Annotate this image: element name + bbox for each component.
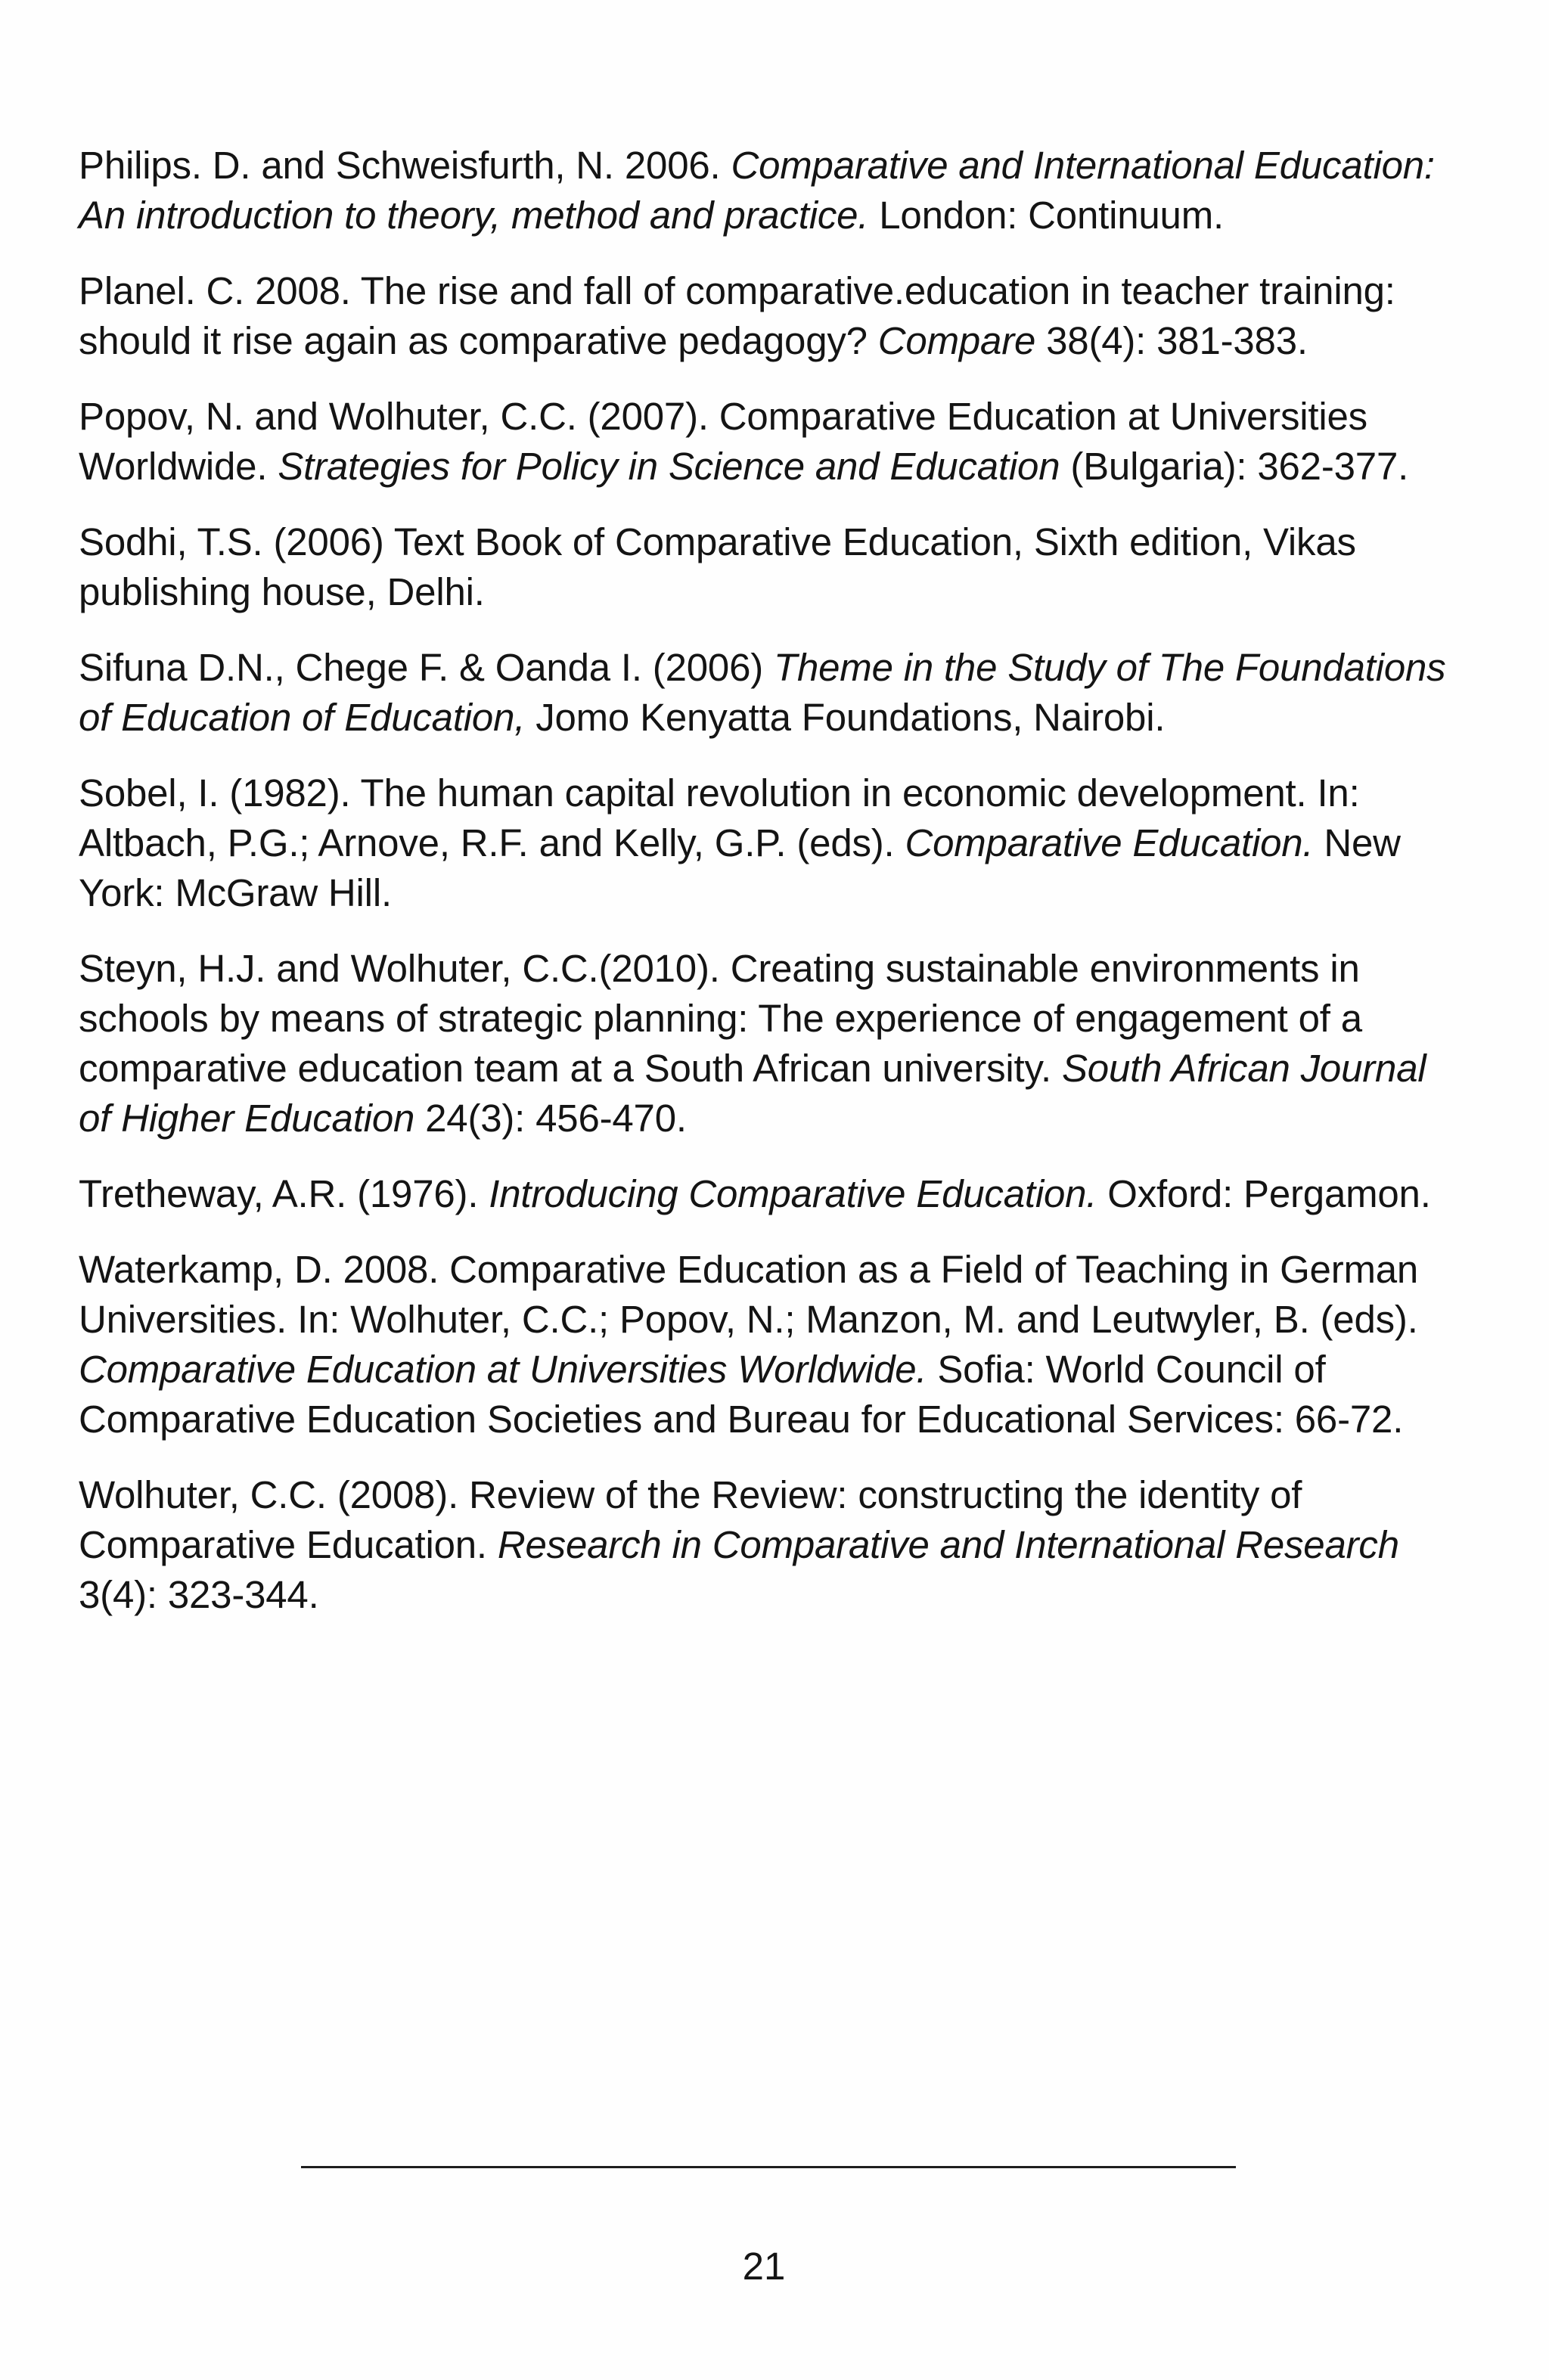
reference-text: 3(4): 323-344.: [79, 1573, 319, 1616]
reference-entry-planel: [79, 266, 1463, 366]
reference-text: 38(4): 381-383.: [1035, 319, 1308, 362]
reference-entry-philips: [79, 141, 1463, 240]
reference-entry-sifuna: [79, 643, 1463, 743]
reference-list: [79, 141, 1463, 1646]
reference-text: Sofia: World Council of Comparative Education Societies and Bureau for Educational Services: 66-72.: [79, 1348, 1404, 1441]
footer-divider: [301, 2166, 1236, 2168]
reference-text: Waterkamp, D. 2008. Comparative Education as a Field of Teaching in German Universities. In: Wolhuter, C.C.; Popov, N.; Manzon, M. and Leutwyler, B. (eds).: [79, 1248, 1419, 1341]
reference-text: Sifuna D.N., Chege F. & Oanda I. (2006): [79, 646, 774, 689]
reference-title: Compare: [877, 319, 1036, 362]
reference-title: Theme in the Study of The Foundations of Education of Education,: [79, 646, 1446, 739]
reference-title: Research in Comparative and International Research: [497, 1523, 1399, 1566]
reference-text: Philips. D. and Schweisfurth, N. 2006.: [79, 144, 731, 187]
reference-text: Oxford: Pergamon.: [1097, 1172, 1431, 1215]
reference-entry-popov: [79, 392, 1463, 492]
reference-text: New York: McGraw Hill.: [79, 821, 1401, 914]
reference-text: (Bulgaria): 362-377.: [1060, 445, 1409, 488]
page-number: 21: [742, 2245, 786, 2288]
reference-text: Sodhi, T.S. (2006) Text Book of Comparative Education, Sixth edition, Vikas publishing house, Delhi.: [79, 520, 1356, 613]
reference-text: Popov, N. and Wolhuter, C.C. (2007). Comparative Education at Universities Worldwide.: [79, 395, 1367, 488]
reference-text: Jomo Kenyatta Foundations, Nairobi.: [525, 696, 1166, 739]
reference-entry-wolhuter: [79, 1470, 1463, 1620]
reference-title: Strategies for Policy in Science and Education: [278, 445, 1060, 488]
reference-text: Tretheway, A.R. (1976).: [79, 1172, 489, 1215]
reference-entry-sodhi: [79, 517, 1463, 617]
reference-title: Comparative Education at Universities Worldwide.: [79, 1348, 927, 1391]
reference-title: Comparative and International Education: An introduction to theory, method and practice.: [79, 144, 1435, 237]
reference-entry-sobel: [79, 768, 1463, 918]
reference-text: Wolhuter, C.C. (2008). Review of the Review: constructing the identity of Comparative Education.: [79, 1473, 1302, 1566]
reference-entry-tretheway: [79, 1169, 1463, 1219]
reference-title: Introducing Comparative Education.: [489, 1172, 1097, 1215]
reference-text: London: Continuum.: [868, 194, 1224, 237]
reference-text: Steyn, H.J. and Wolhuter, C.C.(2010). Creating sustainable environments in schools by means of strategic planning: The experience of engagement of a comparative education team at a South African university.: [79, 947, 1362, 1090]
reference-entry-steyn: [79, 944, 1463, 1143]
reference-text: 24(3): 456-470.: [414, 1097, 687, 1140]
reference-title: Comparative Education.: [905, 821, 1314, 864]
reference-text: Planel. C. 2008. The rise and fall of comparative.education in teacher training: should it rise again as comparative pedagogy?: [79, 269, 1395, 362]
reference-title: South African Journal of Higher Education: [79, 1047, 1426, 1140]
reference-text: Sobel, I. (1982). The human capital revolution in economic development. In: Altbach, P.G.; Arnove, R.F. and Kelly, G.P. (eds).: [79, 771, 1360, 864]
reference-entry-waterkamp: [79, 1245, 1463, 1444]
